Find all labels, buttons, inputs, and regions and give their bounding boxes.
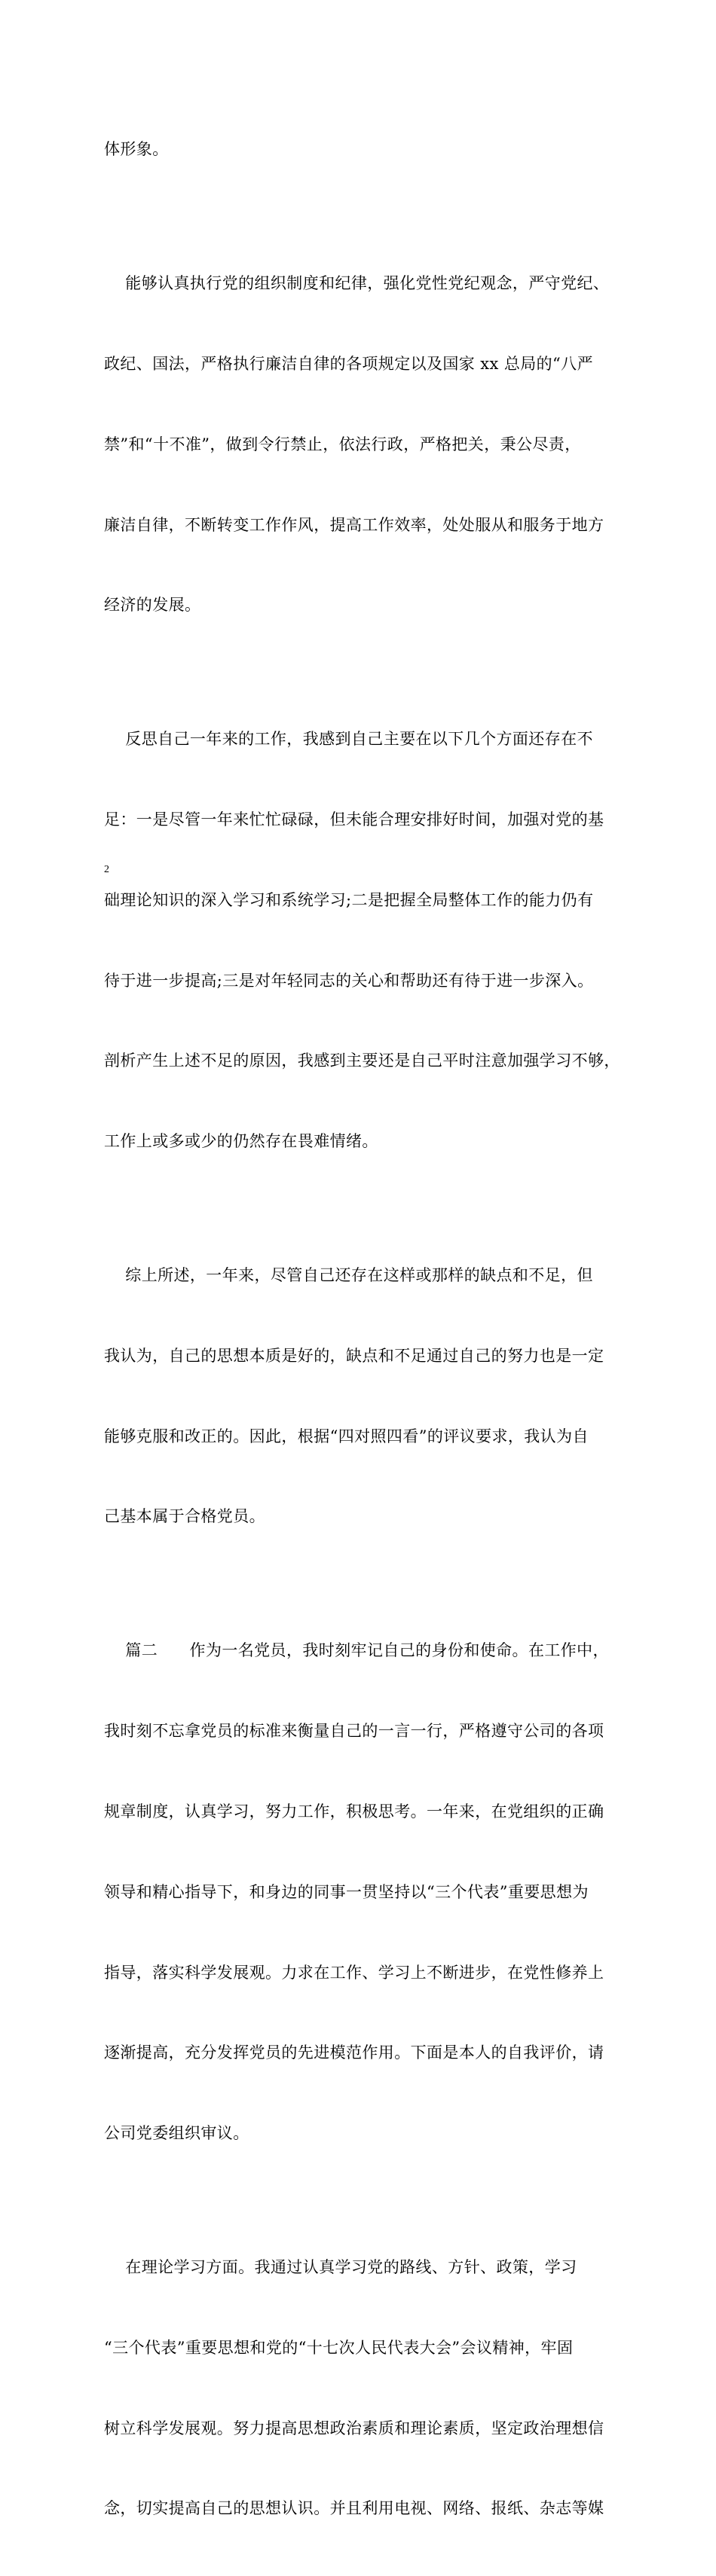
text-line: 我认为，自己的思想本质是好的，缺点和不足通过自己的努力也是一定 [104, 1346, 604, 1365]
paragraph-5 [104, 1584, 617, 2201]
text-line: 反思自己一年来的工作，我感到自己主要在以下几个方面还存在不 [104, 730, 593, 749]
text-line: 念，切实提高自己的思想认识。并且利用电视、网络、报纸、杂志等媒 [104, 2499, 604, 2518]
text-line: 廉洁自律，不断转变工作作风，提高工作效率，处处服从和服务于地方 [104, 515, 604, 534]
text-line: 体形象。 [104, 140, 169, 159]
paragraph-3 [104, 673, 620, 1209]
page-number: 2 [104, 864, 109, 875]
paragraph-4 [104, 1209, 617, 1584]
text-line: 综上所述，一年来，尽管自己还存在这样或那样的缺点和不足，但 [104, 1266, 593, 1285]
text-line: 禁”和“十不准”，做到令行禁止，依法行政，严格把关，秉公尽责， [104, 435, 581, 453]
text-line: 己基本属于合格党员。 [104, 1507, 265, 1526]
text-line: 指导，落实科学发展观。力求在工作、学习上不断进步，在党性修养上 [104, 1963, 604, 1982]
text-line: 经济的发展。 [104, 596, 201, 615]
text-line: 逐渐提高，充分发挥党员的先进模范作用。下面是本人的自我评价，请 [104, 2043, 604, 2062]
text-line: 剖析产生上述不足的原因，我感到主要还是自己平时注意加强学习不够， [104, 1051, 620, 1070]
text-line: 足：一是尽管一年来忙忙碌碌，但未能合理安排好时间，加强对党的基 [104, 810, 604, 829]
text-line: 篇二 作为一名党员，我时刻牢记自己的身份和使命。在工作中， [104, 1641, 609, 1660]
text-line: 树立科学发展观。努力提高思想政治素质和理论素质，坚定政治理想信 [104, 2419, 604, 2437]
text-line: 我时刻不忘拿党员的标准来衡量自己的一言一行，严格遵守公司的各项 [104, 1722, 604, 1741]
document-body [104, 83, 620, 2576]
paragraph-1 [104, 83, 617, 217]
text-line: 待于进一步提高;三是对年轻同志的关心和帮助还有待于进一步深入。 [104, 971, 594, 990]
text-line: 工作上或多或少的仍然存在畏难情绪。 [104, 1132, 378, 1151]
text-line: 础理论知识的深入学习和系统学习;二是把握全局整体工作的能力仍有 [104, 890, 594, 909]
paragraph-6 [104, 2201, 617, 2576]
text-line: 领导和精心指导下，和身边的同事一贯坚持以“三个代表”重要思想为 [104, 1882, 589, 1901]
text-line: 规章制度，认真学习，努力工作，积极思考。一年来，在党组织的正确 [104, 1802, 604, 1821]
text-line: 在理论学习方面。我通过认真学习党的路线、方针、政策，学习 [104, 2258, 577, 2277]
text-line: 公司党委组织审议。 [104, 2124, 249, 2143]
paragraph-2 [104, 217, 617, 673]
text-line: 能够认真执行党的组织制度和纪律，强化党性党纪观念，严守党纪、 [104, 274, 610, 293]
text-line: “三个代表”重要思想和党的“十七次人民代表大会”会议精神，牢固 [104, 2338, 574, 2357]
text-line: 能够克服和改正的。因此，根据“四对照四看”的评议要求，我认为自 [104, 1427, 589, 1445]
text-line: 政纪、国法，严格执行廉洁自律的各项规定以及国家 xx 总局的“八严 [104, 354, 593, 373]
